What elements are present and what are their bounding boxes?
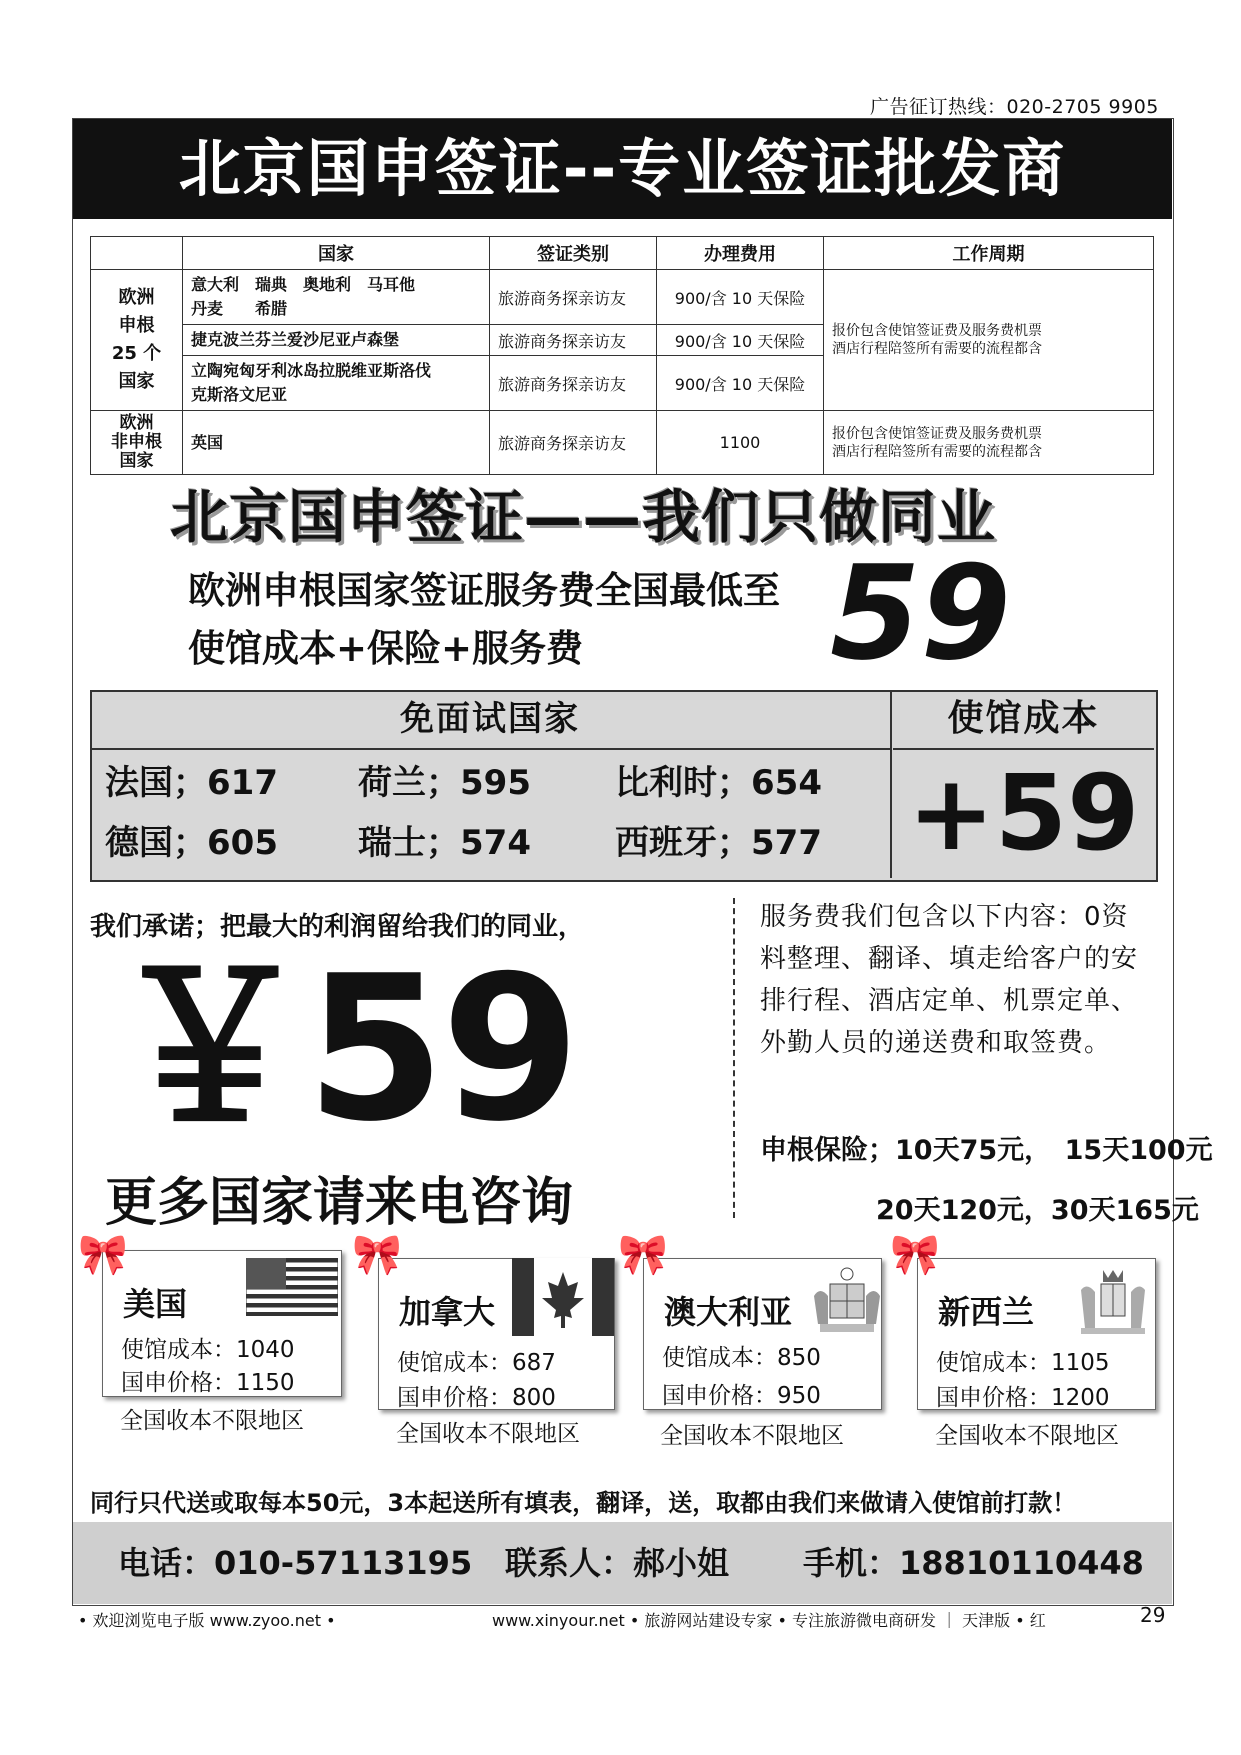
card-cost: 使馆成本：850	[662, 1345, 821, 1371]
subheadline-lowest: 欧洲申根国家签证服务费全国最低至	[188, 569, 780, 612]
card-cost: 使馆成本：1040	[121, 1337, 295, 1363]
ad-hotline: 广告征订热线：020-2705 9905	[870, 96, 1159, 118]
table-row	[91, 411, 1154, 475]
country-line: 丹麦 希腊	[191, 299, 288, 318]
card-price: 国申价格：1200	[936, 1385, 1110, 1411]
type-cell: 旅游商务探亲访友	[490, 325, 657, 356]
footer-left: • 欢迎浏览电子版 www.zyoo.net •	[78, 1611, 336, 1630]
country-cell	[183, 270, 490, 325]
contact-person: 联系人：郝小姐	[505, 1544, 730, 1582]
cycle-cell	[824, 411, 1154, 475]
type-cell: 旅游商务探亲访友	[490, 356, 657, 411]
region-line: 国家	[118, 371, 155, 392]
cycle-cell	[824, 270, 1154, 411]
price-belgium: 比利时；654	[615, 763, 822, 803]
region-schengen	[91, 270, 183, 411]
region-line: 申根	[118, 315, 155, 336]
card-price: 国申价格：950	[662, 1383, 821, 1409]
note-line: 报价包含使馆签证费及服务费机票	[832, 425, 1042, 442]
delivery-note: 同行只代送或取每本50元，3本起送所有填表，翻译，送，取都由我们来做请入使馆前打款！	[90, 1489, 1077, 1517]
canada-flag-icon	[512, 1258, 614, 1336]
contact-mobile: 手机：18810110448	[803, 1544, 1144, 1582]
card-name: 加拿大	[399, 1293, 496, 1331]
country-line: 立陶宛匈牙利冰岛拉脱维亚斯洛伐	[191, 361, 432, 380]
region-line: 25 个	[111, 343, 162, 364]
card-note-australia: 全国收本不限地区	[660, 1423, 844, 1449]
insurance-line-2: 20天120元，30天165元	[876, 1195, 1199, 1226]
fee-cell: 1100	[657, 411, 824, 475]
service-fee-description: 服务费我们包含以下内容：0资料整理、翻译、填走给客户的安排行程、酒店定单、机票定单、外勤人员的递送费和取签费。	[760, 902, 1139, 1058]
card-note-canada: 全国收本不限地区	[396, 1421, 580, 1447]
footer-right: www.xinyour.net • 旅游网站建设专家 • 专注旅游微电商研发 ｜ 天津版 • 红	[492, 1611, 1046, 1630]
bow-icon: 🎀	[890, 1232, 940, 1278]
region-line: 欧洲	[119, 413, 154, 433]
card-name: 澳大利亚	[664, 1293, 793, 1331]
card-note-new-zealand: 全国收本不限地区	[935, 1423, 1119, 1449]
region-line: 非申根	[111, 432, 162, 452]
insurance-line-1: 申根保险；10天75元， 15天100元	[760, 1135, 1213, 1166]
us-flag-icon	[246, 1258, 338, 1316]
header-fee: 办理费用	[657, 237, 824, 270]
table-header-row	[91, 237, 1154, 270]
fee-cell: 900/含 10 天保险	[657, 356, 824, 411]
price-france: 法国；617	[105, 763, 278, 803]
price-germany: 德国；605	[105, 823, 278, 863]
visa-price-table	[90, 236, 1154, 475]
country-line: 克斯洛文尼亚	[191, 385, 288, 404]
table-row	[91, 270, 1154, 325]
australia-crest-icon	[810, 1266, 884, 1338]
card-price: 国申价格：1150	[121, 1370, 295, 1396]
type-cell: 旅游商务探亲访友	[490, 411, 657, 475]
contact-bar	[73, 1522, 1172, 1604]
big-number-59: 59	[830, 537, 1011, 689]
more-countries-call: 更多国家请来电咨询	[105, 1173, 574, 1233]
yen-59: ￥59	[110, 933, 577, 1166]
banner-title: 北京国申签证--专业签证批发商	[73, 119, 1172, 219]
embassy-cost-plus59: +59	[907, 752, 1140, 874]
note-line: 酒店行程陪签所有需要的流程都含	[832, 341, 1042, 357]
dashed-divider	[733, 898, 735, 1218]
region-line: 欧洲	[118, 287, 155, 308]
bow-icon: 🎀	[352, 1232, 402, 1278]
card-name: 美国	[123, 1285, 188, 1323]
card-note-usa: 全国收本不限地区	[120, 1408, 304, 1434]
country-cell: 捷克波兰芬兰爱沙尼亚卢森堡	[183, 325, 490, 356]
embassy-cost-title: 使馆成本	[893, 690, 1154, 750]
type-cell: 旅游商务探亲访友	[490, 270, 657, 325]
region-non-schengen	[91, 411, 183, 475]
price-netherlands: 荷兰；595	[358, 763, 531, 803]
card-cost: 使馆成本：1105	[936, 1350, 1110, 1376]
country-line: 意大利 瑞典 奥地利 马耳他	[191, 275, 416, 294]
card-name: 新西兰	[938, 1293, 1035, 1331]
country-cell	[183, 356, 490, 411]
subheadline-cost-formula: 使馆成本+保险+服务费	[188, 627, 584, 670]
bow-icon: 🎀	[78, 1232, 128, 1278]
header-cycle: 工作周期	[824, 237, 1154, 270]
fee-cell: 900/含 10 天保险	[657, 270, 824, 325]
note-line: 报价包含使馆签证费及服务费机票	[832, 323, 1042, 339]
header-country: 国家	[183, 237, 490, 270]
fee-cell: 900/含 10 天保险	[657, 325, 824, 356]
country-cell: 英国	[183, 411, 490, 475]
price-spain: 西班牙；577	[615, 823, 822, 863]
card-price: 国申价格：800	[397, 1385, 556, 1411]
card-cost: 使馆成本：687	[397, 1350, 556, 1376]
promise-text: 我们承诺；把最大的利润留给我们的同业，	[90, 912, 585, 942]
note-line: 酒店行程陪签所有需要的流程都含	[832, 443, 1042, 460]
page-number: 29	[1140, 1603, 1166, 1627]
bow-icon: 🎀	[618, 1232, 668, 1278]
region-line: 国家	[119, 451, 154, 471]
contact-phone: 电话：010-57113195	[118, 1544, 473, 1582]
header-visa-type: 签证类别	[490, 237, 657, 270]
headline-peers-only: 北京国申签证——我们只做同业	[170, 483, 997, 551]
new-zealand-crest-icon	[1075, 1268, 1151, 1336]
no-interview-title: 免面试国家	[90, 690, 890, 750]
price-switzerland: 瑞士；574	[358, 823, 531, 863]
